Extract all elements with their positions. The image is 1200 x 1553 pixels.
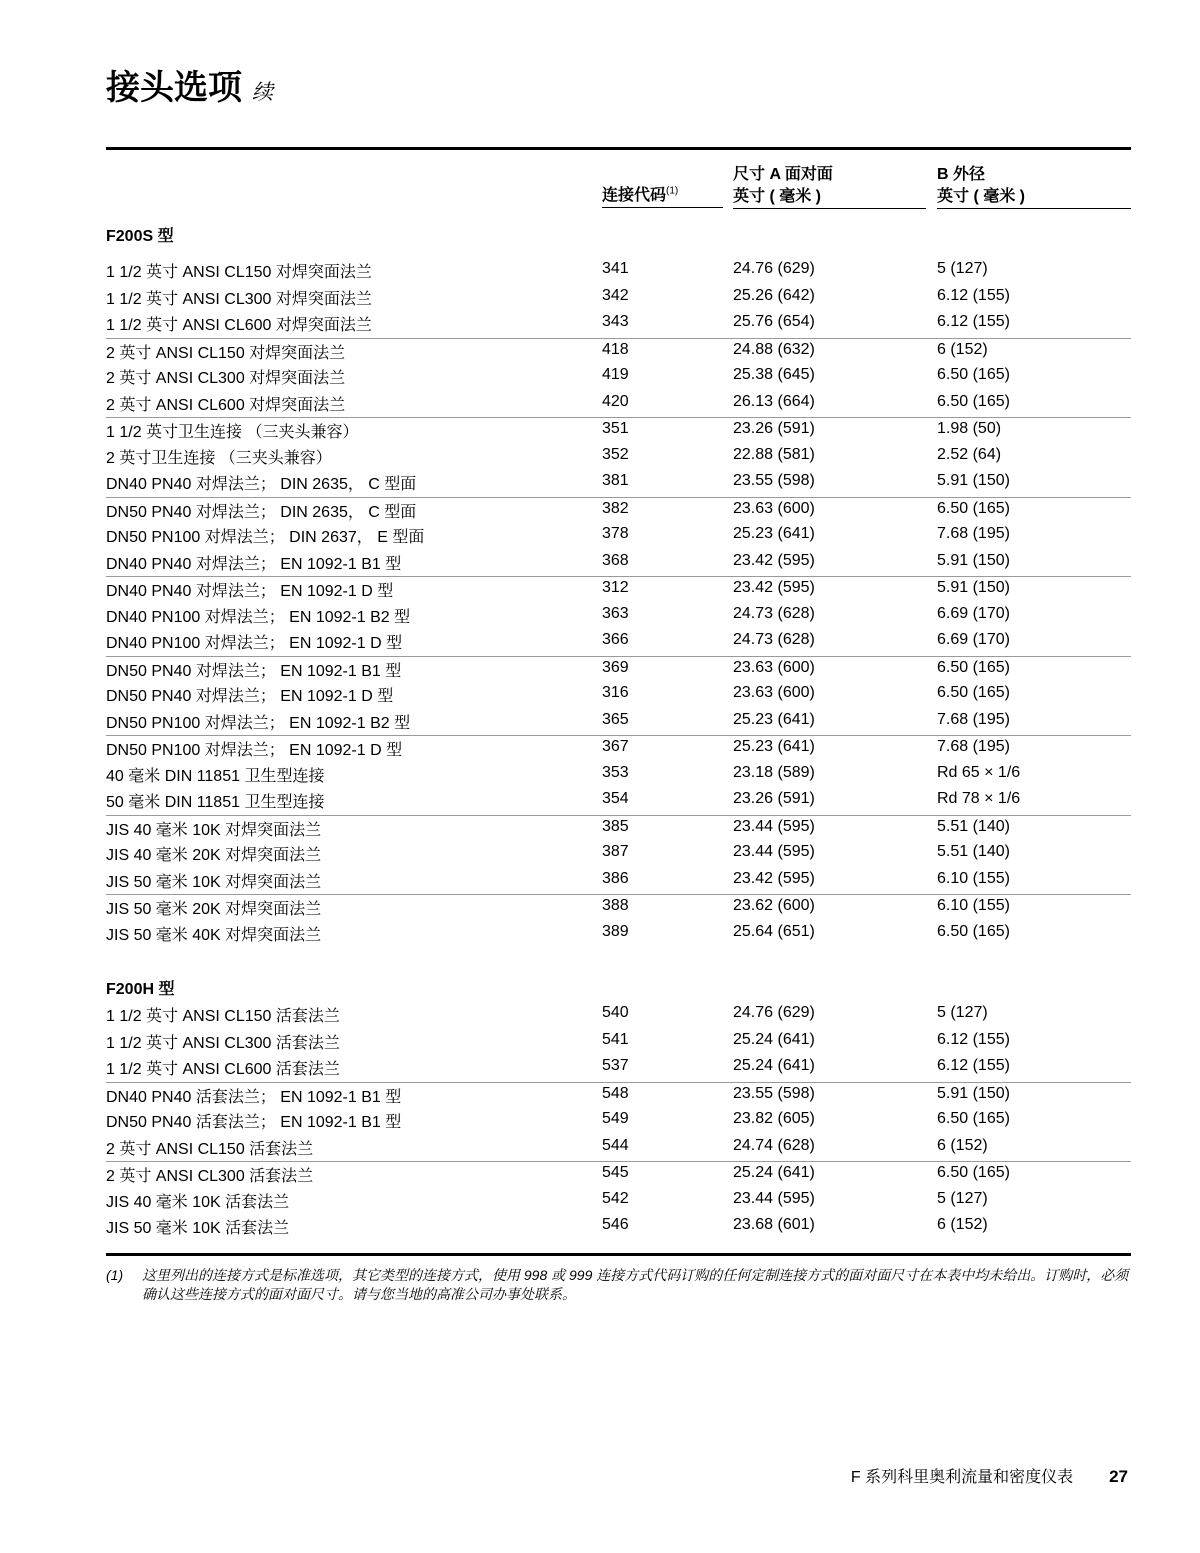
page-footer bbox=[851, 1466, 1128, 1489]
table-row bbox=[106, 417, 1131, 445]
row-description: DN50 PN40 对焊法兰； EN 1092-1 B1 型 bbox=[106, 662, 402, 680]
column-header-code-label: 连接代码 bbox=[602, 187, 667, 204]
row-description: JIS 50 毫米 40K 对焊突面法兰 bbox=[106, 926, 322, 944]
table-row bbox=[106, 258, 1131, 285]
row-description: DN40 PN100 对焊法兰； EN 1092-1 D 型 bbox=[106, 635, 403, 652]
row-dimension-b: Rd 78 × 1/6 bbox=[937, 790, 1021, 807]
table-row bbox=[106, 391, 1131, 418]
row-dimension-a: 24.73 (628) bbox=[733, 604, 815, 622]
table-row bbox=[106, 682, 1131, 709]
row-connection-code: 369 bbox=[602, 658, 629, 676]
row-dimension-a: 25.24 (641) bbox=[733, 1164, 815, 1181]
row-description: DN50 PN100 对焊法兰； EN 1092-1 B2 型 bbox=[106, 714, 411, 732]
row-connection-code: 542 bbox=[602, 1189, 629, 1207]
row-description: DN50 PN40 对焊法兰； DIN 2635， C 型面 bbox=[106, 503, 417, 521]
row-dimension-b: 6.50 (165) bbox=[937, 499, 1010, 517]
table-row bbox=[106, 1029, 1131, 1056]
row-connection-code: 312 bbox=[602, 579, 629, 596]
row-connection-code: 546 bbox=[602, 1216, 629, 1233]
row-description: DN50 PN100 对焊法兰； DIN 2637， E 型面 bbox=[106, 529, 425, 546]
row-dimension-a: 25.64 (651) bbox=[733, 922, 815, 940]
row-connection-code: 381 bbox=[602, 472, 629, 489]
row-connection-code: 354 bbox=[602, 790, 629, 807]
row-description: 1 1/2 英寸 ANSI CL600 对焊突面法兰 bbox=[106, 317, 372, 334]
row-description: JIS 50 毫米 10K 对焊突面法兰 bbox=[106, 873, 322, 891]
page-title bbox=[106, 66, 273, 115]
row-dimension-b: 6.50 (165) bbox=[937, 1110, 1010, 1127]
footnote-text: 这里列出的连接方式是标准选项，其它类型的连接方式，使用 998 或 999 连接方式代码订购的任何定制连接方式的面对面尺寸在本表中均未给出。订购时，必须确认这些连接方式的面对面尺寸。请与您当地的高准公司办事处联系。 bbox=[142, 1267, 1129, 1302]
table-row bbox=[106, 1214, 1131, 1241]
row-description: 50 毫米 DIN 11851 卫生型连接 bbox=[106, 794, 325, 811]
row-dimension-b: 6.50 (165) bbox=[937, 658, 1010, 676]
table-row bbox=[106, 523, 1131, 550]
section-title: F200S 型 bbox=[106, 228, 174, 245]
row-dimension-b: 5.91 (150) bbox=[937, 551, 1010, 569]
row-connection-code: 353 bbox=[602, 763, 629, 781]
row-connection-code: 545 bbox=[602, 1164, 629, 1181]
table-row bbox=[106, 285, 1131, 312]
row-dimension-a: 23.18 (589) bbox=[733, 763, 815, 781]
row-description: 2 英寸 ANSI CL150 活套法兰 bbox=[106, 1140, 314, 1158]
table-row bbox=[106, 603, 1131, 630]
row-dimension-a: 24.76 (629) bbox=[733, 260, 815, 277]
table-row bbox=[106, 788, 1131, 815]
row-connection-code: 341 bbox=[602, 260, 629, 277]
row-dimension-b: 7.68 (195) bbox=[937, 738, 1010, 755]
row-dimension-a: 23.44 (595) bbox=[733, 1189, 815, 1207]
row-description: 1 1/2 英寸 ANSI CL300 活套法兰 bbox=[106, 1034, 340, 1052]
row-description: DN40 PN100 对焊法兰； EN 1092-1 B2 型 bbox=[106, 608, 411, 626]
row-dimension-b: 6.12 (155) bbox=[937, 1057, 1010, 1074]
table-row bbox=[106, 311, 1131, 338]
row-connection-code: 368 bbox=[602, 551, 629, 569]
row-connection-code: 548 bbox=[602, 1084, 629, 1102]
row-dimension-a: 24.88 (632) bbox=[733, 340, 815, 358]
row-connection-code: 387 bbox=[602, 843, 629, 860]
row-dimension-b: 6 (152) bbox=[937, 340, 988, 358]
page-number: 27 bbox=[1109, 1467, 1128, 1486]
row-dimension-b: 5 (127) bbox=[937, 1189, 988, 1207]
row-dimension-a: 24.74 (628) bbox=[733, 1136, 815, 1154]
row-dimension-a: 23.55 (598) bbox=[733, 472, 815, 489]
table-row bbox=[106, 1188, 1131, 1215]
row-dimension-b: 5.91 (150) bbox=[937, 472, 1010, 489]
row-description: 2 英寸 ANSI CL300 对焊突面法兰 bbox=[106, 370, 346, 387]
row-connection-code: 420 bbox=[602, 392, 629, 410]
row-connection-code: 549 bbox=[602, 1110, 629, 1127]
table-row bbox=[106, 629, 1131, 656]
row-dimension-b: 6.10 (155) bbox=[937, 897, 1010, 914]
row-dimension-a: 23.44 (595) bbox=[733, 817, 815, 835]
row-description: 40 毫米 DIN 11851 卫生型连接 bbox=[106, 767, 325, 785]
row-dimension-b: 5 (127) bbox=[937, 260, 988, 277]
row-description: JIS 40 毫米 10K 对焊突面法兰 bbox=[106, 821, 322, 839]
column-header-dimension-a bbox=[733, 164, 926, 209]
row-connection-code: 378 bbox=[602, 525, 629, 542]
table-row bbox=[106, 364, 1131, 391]
row-dimension-b: 6.69 (170) bbox=[937, 604, 1010, 622]
row-dimension-b: 6.50 (165) bbox=[937, 1164, 1010, 1181]
row-dimension-a: 25.24 (641) bbox=[733, 1030, 815, 1048]
column-header-dimension-b-line1: B 外径 bbox=[937, 166, 986, 183]
row-dimension-b: 5.91 (150) bbox=[937, 579, 1010, 596]
table-row bbox=[106, 1082, 1131, 1110]
footnote bbox=[106, 1266, 1136, 1304]
row-dimension-b: 5.91 (150) bbox=[937, 1084, 1010, 1102]
row-description: 2 英寸卫生连接 （三夹头兼容） bbox=[106, 449, 332, 467]
table-top-rule bbox=[106, 147, 1131, 150]
row-dimension-a: 24.76 (629) bbox=[733, 1004, 815, 1021]
row-dimension-b: 7.68 (195) bbox=[937, 710, 1010, 728]
row-dimension-a: 25.26 (642) bbox=[733, 286, 815, 304]
row-dimension-b: 2.52 (64) bbox=[937, 445, 1002, 463]
column-header-code bbox=[602, 185, 723, 208]
row-description: 2 英寸 ANSI CL150 对焊突面法兰 bbox=[106, 344, 346, 362]
row-description: JIS 40 毫米 10K 活套法兰 bbox=[106, 1193, 290, 1211]
row-connection-code: 540 bbox=[602, 1004, 629, 1021]
row-dimension-b: Rd 65 × 1/6 bbox=[937, 763, 1021, 781]
row-dimension-a: 25.23 (641) bbox=[733, 738, 815, 755]
row-dimension-a: 25.38 (645) bbox=[733, 366, 815, 383]
row-dimension-a: 23.63 (600) bbox=[733, 499, 815, 517]
row-dimension-b: 6 (152) bbox=[937, 1136, 988, 1154]
row-description: DN40 PN40 对焊法兰； EN 1092-1 D 型 bbox=[106, 583, 394, 600]
table-row bbox=[106, 894, 1131, 922]
row-connection-code: 537 bbox=[602, 1057, 629, 1074]
row-dimension-b: 1.98 (50) bbox=[937, 420, 1002, 437]
column-header-dimension-b bbox=[937, 164, 1131, 209]
table-row bbox=[106, 1002, 1131, 1029]
table-row bbox=[106, 841, 1131, 868]
row-dimension-b: 6.50 (165) bbox=[937, 392, 1010, 410]
row-dimension-a: 23.63 (600) bbox=[733, 658, 815, 676]
row-description: 2 英寸 ANSI CL600 对焊突面法兰 bbox=[106, 396, 346, 414]
row-connection-code: 544 bbox=[602, 1136, 629, 1154]
row-description: DN50 PN100 对焊法兰； EN 1092-1 D 型 bbox=[106, 742, 403, 759]
row-dimension-a: 25.24 (641) bbox=[733, 1057, 815, 1074]
column-header-dimension-a-line1: 尺寸 A 面对面 bbox=[733, 166, 833, 183]
row-description: DN50 PN40 对焊法兰； EN 1092-1 D 型 bbox=[106, 688, 394, 705]
row-dimension-b: 6.50 (165) bbox=[937, 922, 1010, 940]
row-dimension-a: 23.42 (595) bbox=[733, 551, 815, 569]
column-header-dimension-b-line2: 英寸 ( 毫米 ) bbox=[937, 188, 1025, 205]
table-row bbox=[106, 709, 1131, 736]
table-row bbox=[106, 762, 1131, 789]
row-description: 1 1/2 英寸 ANSI CL300 对焊突面法兰 bbox=[106, 290, 372, 308]
row-connection-code: 419 bbox=[602, 366, 629, 383]
table-row bbox=[106, 921, 1131, 948]
row-connection-code: 343 bbox=[602, 313, 629, 330]
page-title-text: 接头选项 bbox=[106, 69, 242, 107]
row-dimension-b: 7.68 (195) bbox=[937, 525, 1010, 542]
table-row bbox=[106, 470, 1131, 497]
row-dimension-b: 6.10 (155) bbox=[937, 869, 1010, 887]
footnote-reference: (1) bbox=[666, 185, 679, 197]
row-dimension-a: 23.63 (600) bbox=[733, 684, 815, 701]
row-connection-code: 366 bbox=[602, 631, 629, 648]
table-row bbox=[106, 444, 1131, 471]
row-dimension-a: 24.73 (628) bbox=[733, 631, 815, 648]
row-dimension-a: 23.42 (595) bbox=[733, 869, 815, 887]
row-dimension-b: 6.12 (155) bbox=[937, 1030, 1010, 1048]
row-dimension-b: 6.50 (165) bbox=[937, 366, 1010, 383]
row-connection-code: 342 bbox=[602, 286, 629, 304]
row-dimension-a: 23.82 (605) bbox=[733, 1110, 815, 1127]
row-connection-code: 365 bbox=[602, 710, 629, 728]
row-connection-code: 386 bbox=[602, 869, 629, 887]
row-description: DN50 PN40 活套法兰； EN 1092-1 B1 型 bbox=[106, 1114, 402, 1131]
table-row bbox=[106, 1108, 1131, 1135]
row-connection-code: 363 bbox=[602, 604, 629, 622]
row-description: DN40 PN40 对焊法兰； EN 1092-1 B1 型 bbox=[106, 555, 402, 573]
row-dimension-a: 22.88 (581) bbox=[733, 445, 815, 463]
row-dimension-a: 23.26 (591) bbox=[733, 420, 815, 437]
row-dimension-b: 5.51 (140) bbox=[937, 843, 1010, 860]
row-description: 2 英寸 ANSI CL300 活套法兰 bbox=[106, 1168, 314, 1185]
table-row bbox=[106, 1161, 1131, 1189]
row-dimension-a: 25.23 (641) bbox=[733, 710, 815, 728]
row-dimension-a: 23.42 (595) bbox=[733, 579, 815, 596]
row-connection-code: 382 bbox=[602, 499, 629, 517]
row-description: 1 1/2 英寸 ANSI CL150 活套法兰 bbox=[106, 1008, 340, 1025]
table-row bbox=[106, 735, 1131, 763]
table-row bbox=[106, 656, 1131, 684]
table-row bbox=[106, 868, 1131, 895]
column-header-dimension-a-line2: 英寸 ( 毫米 ) bbox=[733, 188, 821, 205]
row-description: DN40 PN40 对焊法兰； DIN 2635， C 型面 bbox=[106, 476, 417, 493]
section-title: F200H 型 bbox=[106, 981, 175, 998]
row-dimension-b: 5 (127) bbox=[937, 1004, 988, 1021]
row-connection-code: 385 bbox=[602, 817, 629, 835]
row-connection-code: 418 bbox=[602, 340, 629, 358]
row-description: JIS 50 毫米 10K 活套法兰 bbox=[106, 1220, 290, 1237]
row-dimension-b: 6.12 (155) bbox=[937, 286, 1010, 304]
row-dimension-a: 23.44 (595) bbox=[733, 843, 815, 860]
table-row bbox=[106, 550, 1131, 577]
row-dimension-b: 6.12 (155) bbox=[937, 313, 1010, 330]
footnote-mark: (1) bbox=[106, 1267, 124, 1283]
row-dimension-b: 5.51 (140) bbox=[937, 817, 1010, 835]
row-dimension-a: 26.13 (664) bbox=[733, 392, 815, 410]
table-row bbox=[106, 815, 1131, 843]
table-bottom-rule bbox=[106, 1253, 1131, 1256]
row-description: DN40 PN40 活套法兰； EN 1092-1 B1 型 bbox=[106, 1088, 402, 1106]
row-description: 1 1/2 英寸 ANSI CL150 对焊突面法兰 bbox=[106, 264, 372, 281]
row-dimension-a: 23.62 (600) bbox=[733, 897, 815, 914]
row-dimension-a: 23.26 (591) bbox=[733, 790, 815, 807]
row-connection-code: 351 bbox=[602, 420, 629, 437]
table-row bbox=[106, 338, 1131, 366]
row-connection-code: 388 bbox=[602, 897, 629, 914]
row-dimension-b: 6.50 (165) bbox=[937, 684, 1010, 701]
row-dimension-a: 23.68 (601) bbox=[733, 1216, 815, 1233]
table-row bbox=[106, 1055, 1131, 1082]
table-row bbox=[106, 1135, 1131, 1162]
row-dimension-a: 23.55 (598) bbox=[733, 1084, 815, 1102]
row-connection-code: 316 bbox=[602, 684, 629, 701]
row-connection-code: 541 bbox=[602, 1030, 629, 1048]
page-title-suffix: 续 bbox=[252, 81, 273, 104]
row-dimension-a: 25.76 (654) bbox=[733, 313, 815, 330]
footer-doc-title: F 系列科里奥利流量和密度仪表 bbox=[850, 1469, 1074, 1486]
row-dimension-b: 6.69 (170) bbox=[937, 631, 1010, 648]
row-description: 1 1/2 英寸 ANSI CL600 活套法兰 bbox=[106, 1061, 340, 1078]
row-description: 1 1/2 英寸卫生连接 （三夹头兼容） bbox=[106, 424, 359, 441]
row-connection-code: 352 bbox=[602, 445, 629, 463]
row-dimension-a: 25.23 (641) bbox=[733, 525, 815, 542]
row-dimension-b: 6 (152) bbox=[937, 1216, 988, 1233]
table-row bbox=[106, 576, 1131, 604]
row-description: JIS 40 毫米 20K 对焊突面法兰 bbox=[106, 847, 322, 864]
row-connection-code: 367 bbox=[602, 738, 629, 755]
row-connection-code: 389 bbox=[602, 922, 629, 940]
row-description: JIS 50 毫米 20K 对焊突面法兰 bbox=[106, 901, 322, 918]
table-row bbox=[106, 497, 1131, 525]
